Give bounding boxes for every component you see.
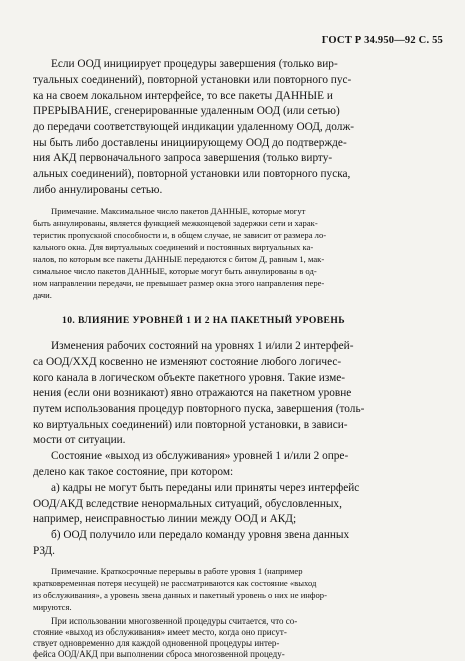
text-line: РЗД. xyxy=(33,545,55,557)
text-line: мости от ситуации. xyxy=(33,434,126,446)
text-line: ния АКД первоначального запроса завершения (только вирту- xyxy=(33,152,333,164)
text-line: альных соединений), повторной установки или повторного пуска, xyxy=(33,168,351,180)
text-line: а) кадры не могут быть переданы или приняты через интерфейс xyxy=(51,482,360,494)
text-line: Если ООД инициирует процедуры завершения (только вир- xyxy=(51,58,338,70)
text-line: путем использования процедур повторного пуска, завершения (толь- xyxy=(33,403,365,415)
text-line: Примечание. Краткосрочные перерывы в работе уровня 1 (например xyxy=(51,566,303,576)
text-line: налов, по которым все пакеты ДАННЫЕ передаются с битом Д, равным 1, мак- xyxy=(33,254,325,264)
text-line: ООД/АКД вследствие ненормальных ситуаций, обусловленных, xyxy=(33,498,342,510)
text-line: дачи. xyxy=(33,290,52,300)
text-line: кального окна. Для виртуальных соединений и постоянных виртуальных ка- xyxy=(33,242,314,252)
text-line: Состояние «выход из обслуживания» уровней 1 и/или 2 опре- xyxy=(51,450,349,462)
text-line: ном направлении передачи, не превышает размер окна этого направления пере- xyxy=(33,278,325,288)
text-line: из обслуживания», а уровень звена данных и пакетный уровень о них не инфор- xyxy=(33,590,327,600)
page-header: ГОСТ Р 34.950—92 С. 55 xyxy=(321,35,443,46)
text-line: ствует одновременно для каждой одновенной процедуры интер- xyxy=(33,638,280,648)
text-line: теристик пропускной способности и, в общем случае, не зависит от размера ло- xyxy=(33,230,327,240)
text-line: фейса ООД/АКД при выполнении сброса многозвенной процеду- xyxy=(33,649,285,659)
text-line: до передачи соответствующей индикации удаленному ООД, долж- xyxy=(33,121,355,133)
text-line: кого канала в логическом объекте пакетного уровня. Такие изме- xyxy=(33,372,346,384)
text-line: б) ООД получило или передало команду уровня звена данных xyxy=(51,529,350,541)
text-line: либо аннулированы сетью. xyxy=(33,184,163,196)
text-line: стояние «выход из обслуживания» имеет место, когда оно присут- xyxy=(33,627,287,637)
text-line: При использовании многозвенной процедуры считается, что со- xyxy=(51,616,298,626)
text-line: Изменения рабочих состояний на уровнях 1 и/или 2 интерфей- xyxy=(51,340,354,352)
text-line: са ООД/ХХД косвенно не изменяют состояние любого логичес- xyxy=(33,356,342,368)
text-line: ны быть либо доставлены инициирующему ООД до подтвержде- xyxy=(33,137,347,149)
text-line: нения (если они возникают) явно отражаются на пакетном уровне xyxy=(33,387,352,399)
text-line: например, неисправностью линии между ООД и АКД; xyxy=(33,513,297,525)
text-line: симальное число пакетов ДАННЫЕ, которые могут быть аннулированы в од- xyxy=(33,266,317,276)
text-line: кратковременная потеря несущей) не рассматриваются как состояние «выход xyxy=(33,578,317,588)
text-line: Примечание. Максимальное число пакетов ДАННЫЕ, которые могут xyxy=(51,206,306,216)
text-line: быть аннулированы, является функцией межконцевой задержки сети и харак- xyxy=(33,218,318,228)
section-heading: 10. ВЛИЯНИЕ УРОВНЕЙ 1 И 2 НА ПАКЕТНЫЙ УРОВЕНЬ xyxy=(62,315,345,326)
text-line: ко виртуальных соединений) или повторной установки, в зависи- xyxy=(33,419,348,431)
text-line: ка на своем локальном интерфейсе, то все пакеты ДАННЫЕ и xyxy=(33,90,333,102)
text-line: туальных соединений), повторной установки или повторного пус- xyxy=(33,74,352,86)
text-line: делено как такое состояние, при котором: xyxy=(33,466,234,478)
text-line: мируются. xyxy=(33,602,72,612)
text-line: ПРЕРЫВАНИЕ, сгенерированные удаленным ООД (или сетью) xyxy=(33,105,340,117)
